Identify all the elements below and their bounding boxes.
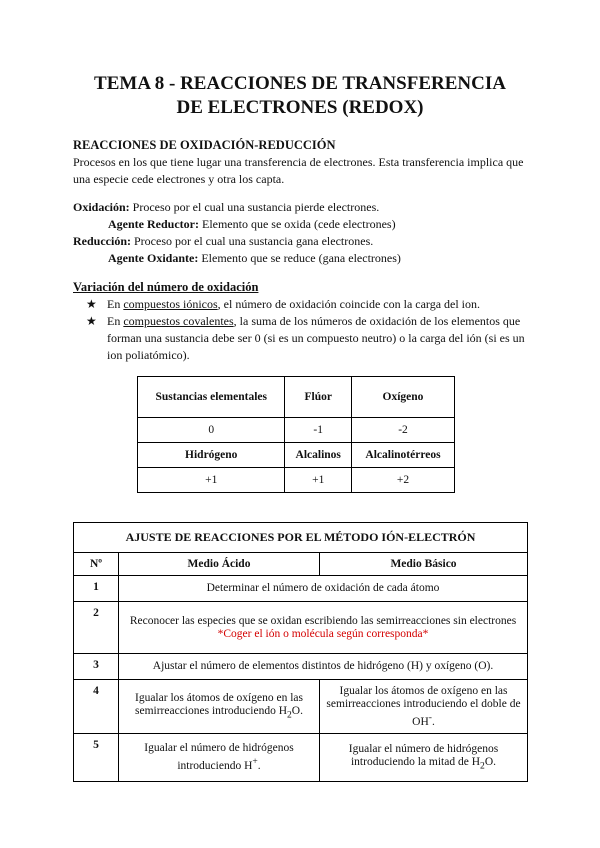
table-caption: AJUSTE DE REACCIONES POR EL MÉTODO IÓN-ELECTRÓN [74,523,528,553]
step-text: Igualar el número de hidrógenos introduciendo H [144,742,294,772]
bullet-underlined-term: compuestos iónicos [123,297,218,311]
bullet-text: , el número de oxidación coincide con la carga del ion. [217,297,481,311]
star-bullet-icon: ★ [86,297,97,311]
table-row [138,418,455,443]
bullet-underlined-term: compuestos covalentes [123,314,234,328]
table-cell: Hidrógeno [138,443,285,468]
intro-text: Procesos en los que tiene lugar una transferencia de electrones. Esta transferencia implica que una especie cede electrones y otra los capta. [73,155,524,186]
star-bullet-icon: ★ [86,314,97,328]
bullet-text: En [107,314,124,328]
table-cell: -1 [285,418,352,443]
table-cell: Alcalinos [285,443,352,468]
col-header-acid: Medio Ácido [119,553,320,576]
variacion-section [73,279,533,364]
table-cell: 0 [138,418,285,443]
def-reductor [73,216,533,233]
step-number: 2 [74,602,119,654]
def-oxidante-term: Agente Oxidante: [108,251,199,265]
superscript: + [252,756,258,768]
def-oxidacion [73,199,533,216]
table-row [74,654,528,680]
step-text: Igualar los átomos de oxígeno en las semirreacciones introduciendo el doble de OH [326,684,521,728]
step-number: 3 [74,654,119,680]
table-caption-row [74,523,528,553]
intro-section [73,137,533,188]
superscript: - [428,711,432,723]
def-reduccion-term: Reducción: [73,234,131,248]
document-title [0,72,600,120]
def-reduccion [73,233,533,250]
subscript: 2 [480,760,485,772]
step-acid-cell [119,680,320,734]
table-row [74,576,528,602]
step-text: Igualar el número de hidrógenos introduciendo la mitad de H [348,742,499,768]
table-row [138,377,455,418]
col-header-n: Nº [74,553,119,576]
step-text: . [431,715,435,728]
table-row [74,680,528,734]
step-basic-cell [320,734,528,782]
def-oxidacion-text: Proceso por el cual una sustancia pierde electrones. [129,200,380,214]
step-text: O. [484,755,496,768]
list-item [73,313,533,364]
table-cell: +2 [352,468,455,493]
ion-electron-table [73,522,528,782]
def-reductor-text: Elemento que se oxida (cede electrones) [198,217,396,231]
table-cell: +1 [285,468,352,493]
subscript: 2 [287,709,292,721]
variacion-list [73,296,533,364]
step-text: Ajustar el número de elementos distintos de hidrógeno (H) y oxígeno (O). [119,654,528,680]
step-text: Igualar los átomos de oxígeno en las semirreacciones introduciendo H [135,691,303,717]
title-line-1: TEMA 8 - REACCIONES DE TRANSFERENCIA [94,73,506,94]
variacion-heading: Variación del número de oxidación [73,280,259,294]
def-reductor-term: Agente Reductor: [108,217,199,231]
oxidation-number-table [137,376,455,493]
step-acid-cell [119,734,320,782]
intro-heading: REACCIONES DE OXIDACIÓN-REDUCCIÓN [73,138,336,152]
step-cell [119,602,528,654]
step-basic-cell [320,680,528,734]
list-item [73,296,533,313]
table-row [74,734,528,782]
table-cell: -2 [352,418,455,443]
table-row [74,602,528,654]
step-text: O. [291,704,303,717]
title-line-2: DE ELECTRONES (REDOX) [176,97,424,118]
table-cell: +1 [138,468,285,493]
table-header-row [74,553,528,576]
table-cell: Sustancias elementales [138,377,285,418]
def-reduccion-text: Proceso por el cual una sustancia gana electrones. [131,234,374,248]
bullet-text: En [107,297,124,311]
def-oxidante [73,250,533,267]
step-text: Determinar el número de oxidación de cada átomo [119,576,528,602]
step-number: 1 [74,576,119,602]
definitions-section [73,199,533,267]
step-text: . [257,759,261,772]
def-oxidacion-term: Oxidación: [73,200,130,214]
table-row [138,468,455,493]
table-cell: Alcalinotérreos [352,443,455,468]
step-number: 4 [74,680,119,734]
step-note: *Coger el ión o molécula según corresponda* [217,627,429,640]
step-number: 5 [74,734,119,782]
table-row [138,443,455,468]
def-oxidante-text: Elemento que se reduce (gana electrones) [198,251,401,265]
table-cell: Oxígeno [352,377,455,418]
step-text: Reconocer las especies que se oxidan escribiendo las semirreacciones sin electrones [129,614,517,627]
bullet-text: , la suma de los números de oxidación de los elementos que forman una sustancia debe ser 0 (si es un compuesto neutro) o la carga del ión (si es un ion poliatómico). [107,314,525,362]
col-header-basic: Medio Básico [320,553,528,576]
table-cell: Flúor [285,377,352,418]
